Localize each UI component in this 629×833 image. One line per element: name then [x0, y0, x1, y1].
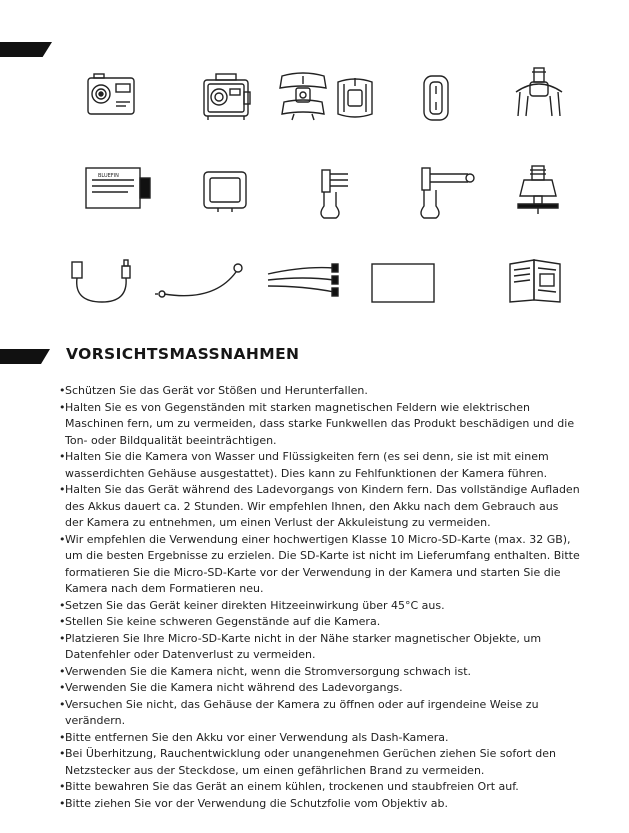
precaution-item: • Bitte ziehen Sie vor der Verwendung die Schutzfolie vom Objektiv ab. — [60, 796, 580, 813]
connector-mount-short-icon — [314, 166, 352, 222]
precaution-item: • Halten Sie es von Gegenständen mit starken magnetischen Feldern wie elektrischen Maschinen fern, um zu vermeiden, dass starke Funkwellen das Produkt beschädigen und die Ton- oder Bildqualität beeinträchtigen. — [60, 400, 580, 450]
precaution-item: • Bitte entfernen Sie den Akku vor einer Verwendung als Dash-Kamera. — [60, 730, 580, 747]
precaution-item: • Bei Überhitzung, Rauchentwicklung oder unangenehmen Gerüchen ziehen Sie sofort den Netzstecker aus der Steckdose, um einen gefährlichen Brand zu vermeiden. — [60, 746, 580, 779]
user-manual-icon — [508, 258, 562, 304]
tripod-mount-arms-icon — [510, 66, 568, 122]
buckle-mount-icon — [274, 70, 332, 122]
precaution-item: • Platzieren Sie Ihre Micro-SD-Karte nicht in der Nähe starker magnetischer Objekte, um Datenfehler oder Datenverlust zu vermeiden. — [60, 631, 580, 664]
bike-handlebar-mount-icon — [420, 72, 452, 124]
battery-logo-text: BLUEFIN — [98, 173, 119, 179]
camera-frame-icon — [200, 168, 250, 212]
action-camera-icon — [86, 72, 138, 118]
section-title: VORSICHTSMASSNAHMEN — [66, 345, 300, 363]
precaution-item: • Halten Sie die Kamera von Wasser und Flüssigkeiten fern (es sei denn, sie ist mit einem wasserdichten Gehäuse ausgestattet). Dies kann zu Fehlfunktionen der Kamera führen. — [60, 449, 580, 482]
quick-release-buckle-icon — [334, 76, 376, 120]
precaution-item: • Verwenden Sie die Kamera nicht, wenn die Stromversorgung schwach ist. — [60, 664, 580, 681]
waterproof-housing-icon — [200, 72, 252, 122]
accessory-grid — [0, 0, 629, 320]
precaution-item: • Stellen Sie keine schweren Gegenstände auf die Kamera. — [60, 614, 580, 631]
adhesive-pad-icon — [370, 262, 436, 304]
usb-cable-icon — [66, 258, 138, 310]
precaution-item: • Bitte bewahren Sie das Gerät an einem kühlen, trockenen und staubfreien Ort auf. — [60, 779, 580, 796]
connector-mount-long-icon — [414, 164, 476, 222]
precaution-item: • Verwenden Sie die Kamera nicht während des Ladevorgangs. — [60, 680, 580, 697]
precautions-list — [60, 383, 580, 812]
precaution-item: • Versuchen Sie nicht, das Gehäuse der Kamera zu öffnen oder auf irgendeine Weise zu verändern. — [60, 697, 580, 730]
precaution-item: • Halten Sie das Gerät während des Ladevorgangs von Kindern fern. Das vollständige Aufladen des Akkus dauert ca. 2 Stunden. Wir empfehlen Ihnen, den Akku nach dem Gebrauch aus der Kamera zu entnehmen, um einen Verlust der Akkuleistung zu vermeiden. — [60, 482, 580, 532]
section-tab-marker — [0, 349, 50, 364]
cable-ties-icon — [264, 262, 342, 300]
safety-tether-icon — [154, 262, 248, 300]
precaution-item: • Wir empfehlen die Verwendung einer hochwertigen Klasse 10 Micro-SD-Karte (max. 32 GB), um die besten Ergebnisse zu erzielen. Die SD-Karte ist nicht im Lieferumfang enthalten. Bitte formatieren Sie die Micro-SD-Karte vor der Verwendung in der Kamera und starten Sie die Kamera nach dem Formatieren neu. — [60, 532, 580, 598]
precaution-item: • Setzen Sie das Gerät keiner direkten Hitzeeinwirkung über 45°C aus. — [60, 598, 580, 615]
precaution-item: • Schützen Sie das Gerät vor Stößen und Herunterfallen. — [60, 383, 580, 400]
tripod-adapter-icon — [510, 164, 566, 216]
battery-icon — [84, 166, 152, 210]
